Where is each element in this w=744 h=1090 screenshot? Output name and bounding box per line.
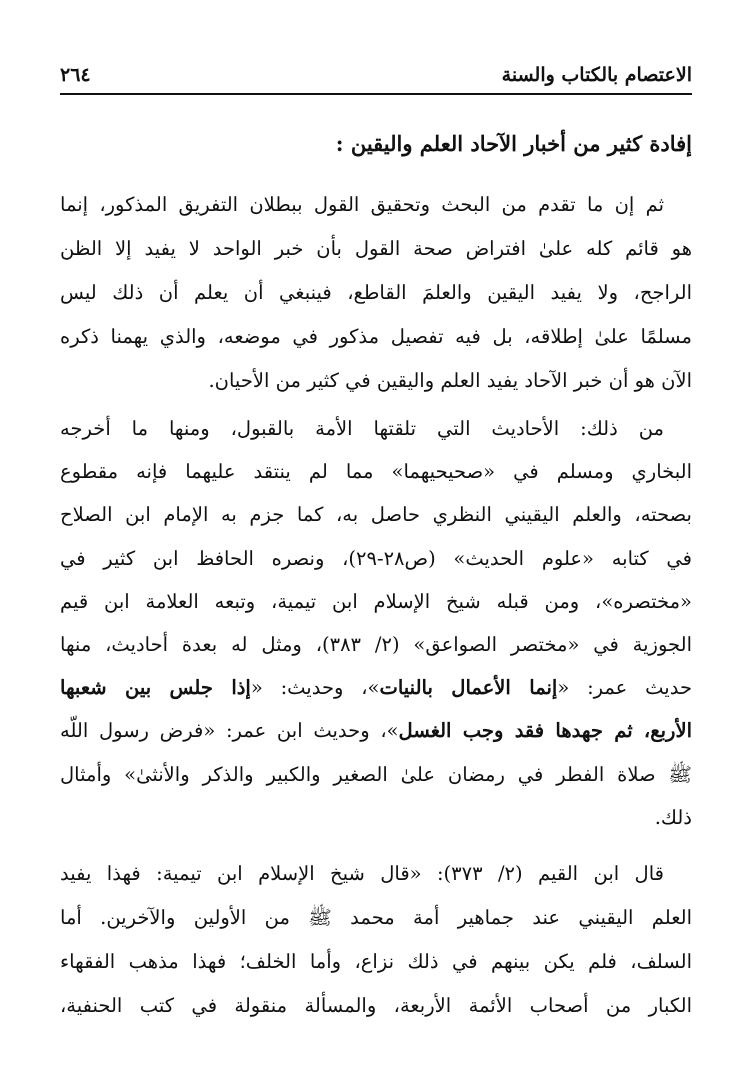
hadith-ghusl-part1: إذا جلس بين شعبها [60, 676, 251, 700]
page-number: ٢٦٤ [60, 64, 91, 86]
paragraph-3-line: العلم اليقيني عند جماهير أمة محمد ﷺ من الأولين والآخرين. أما [60, 906, 692, 929]
hadith-connector-text: »، وحديث: « [250, 676, 380, 700]
paragraph-2-line: ﷺ صلاة الفطر في رمضان علىٰ الصغير والكبير والذكر والأنثىٰ» وأمثال [60, 762, 692, 786]
paragraph-2-line-hadith [60, 666, 692, 709]
paragraph-2-line: بصحته، والعلم اليقيني النظري حاصل به، كما جزم به الإمام ابن الصلاح [60, 503, 692, 527]
paragraph-3-line: قال ابن القيم (٢/ ٣٧٣): «قال شيخ الإسلام ابن تيمية: فهذا يفيد [60, 862, 664, 885]
paragraph-1-line: الراجح، ولا يفيد اليقين والعلمَ القاطع، فينبغي أن يعلم أن ذلك ليس [60, 281, 692, 304]
paragraph-2-line: ذلك. [654, 805, 692, 829]
paragraph-2-line: «مختصره»، ومن قبله شيخ الإسلام ابن تيمية، وتبعه العلامة ابن قيم [60, 589, 692, 613]
paragraph-1 [60, 183, 692, 403]
hadith-ghusl-part2: الأربع، ثم جهدها فقد وجب الغسل [398, 719, 692, 743]
header-rule [60, 93, 692, 95]
paragraph-3 [60, 852, 692, 1028]
paragraph-1-line: هو قائم كله علىٰ افتراض صحة القول بأن خبر الواحد لا يفيد إلا الظن [60, 237, 692, 260]
running-header [60, 62, 692, 88]
paragraph-3-line: الكبار من أصحاب الأئمة الأربعة، والمسألة منقولة في كتب الحنفية، [60, 994, 692, 1017]
paragraph-2-line: في كتابه «علوم الحديث» (ص٢٨-٢٩)، ونصره الحافظ ابن كثير في [60, 546, 692, 570]
paragraph-1-line: الآن هو أن خبر الآحاد يفيد العلم واليقين في كثير من الأحيان. [208, 369, 692, 392]
hadith-intro-text: حديث عمر: « [557, 676, 693, 700]
paragraph-2-line: الجوزية في «مختصر الصواعق» (٢/ ٣٨٣)، ومثل له بعدة أحاديث، منها [60, 633, 692, 657]
paragraph-1-line: مسلمًا علىٰ إطلاقه، بل فيه تفصيل مذكور في موضعه، والذي يهمنا ذكره [60, 325, 692, 348]
section-title: إفادة كثير من أخبار الآحاد العلم واليقين : [335, 131, 692, 156]
paragraph-2-line: البخاري ومسلم في «صحيحيهما» مما لم ينتقد عليهما فإنه مقطوع [60, 460, 692, 484]
paragraph-2-line-hadith [60, 709, 692, 752]
running-title: الاعتصام بالكتاب والسنة [501, 64, 692, 86]
paragraph-1-line: ثم إن ما تقدم من البحث وتحقيق القول ببطلان التفريق المذكور، إنما [60, 193, 664, 216]
paragraph-3-line: السلف، فلم يكن بينهم في ذلك نزاع، وأما الخلف؛ فهذا مذهب الفقهاء [60, 950, 692, 973]
book-page [60, 0, 692, 1090]
paragraph-2-line: من ذلك: الأحاديث التي تلقتها الأمة بالقبول، ومنها ما أخرجه [60, 417, 664, 440]
paragraph-2 [60, 407, 692, 839]
hadith-niyyat: إنما الأعمال بالنيات [379, 676, 558, 700]
hadith-ibn-umar-text: »، وحديث ابن عمر: «فرض رسول اللّه [60, 719, 399, 743]
